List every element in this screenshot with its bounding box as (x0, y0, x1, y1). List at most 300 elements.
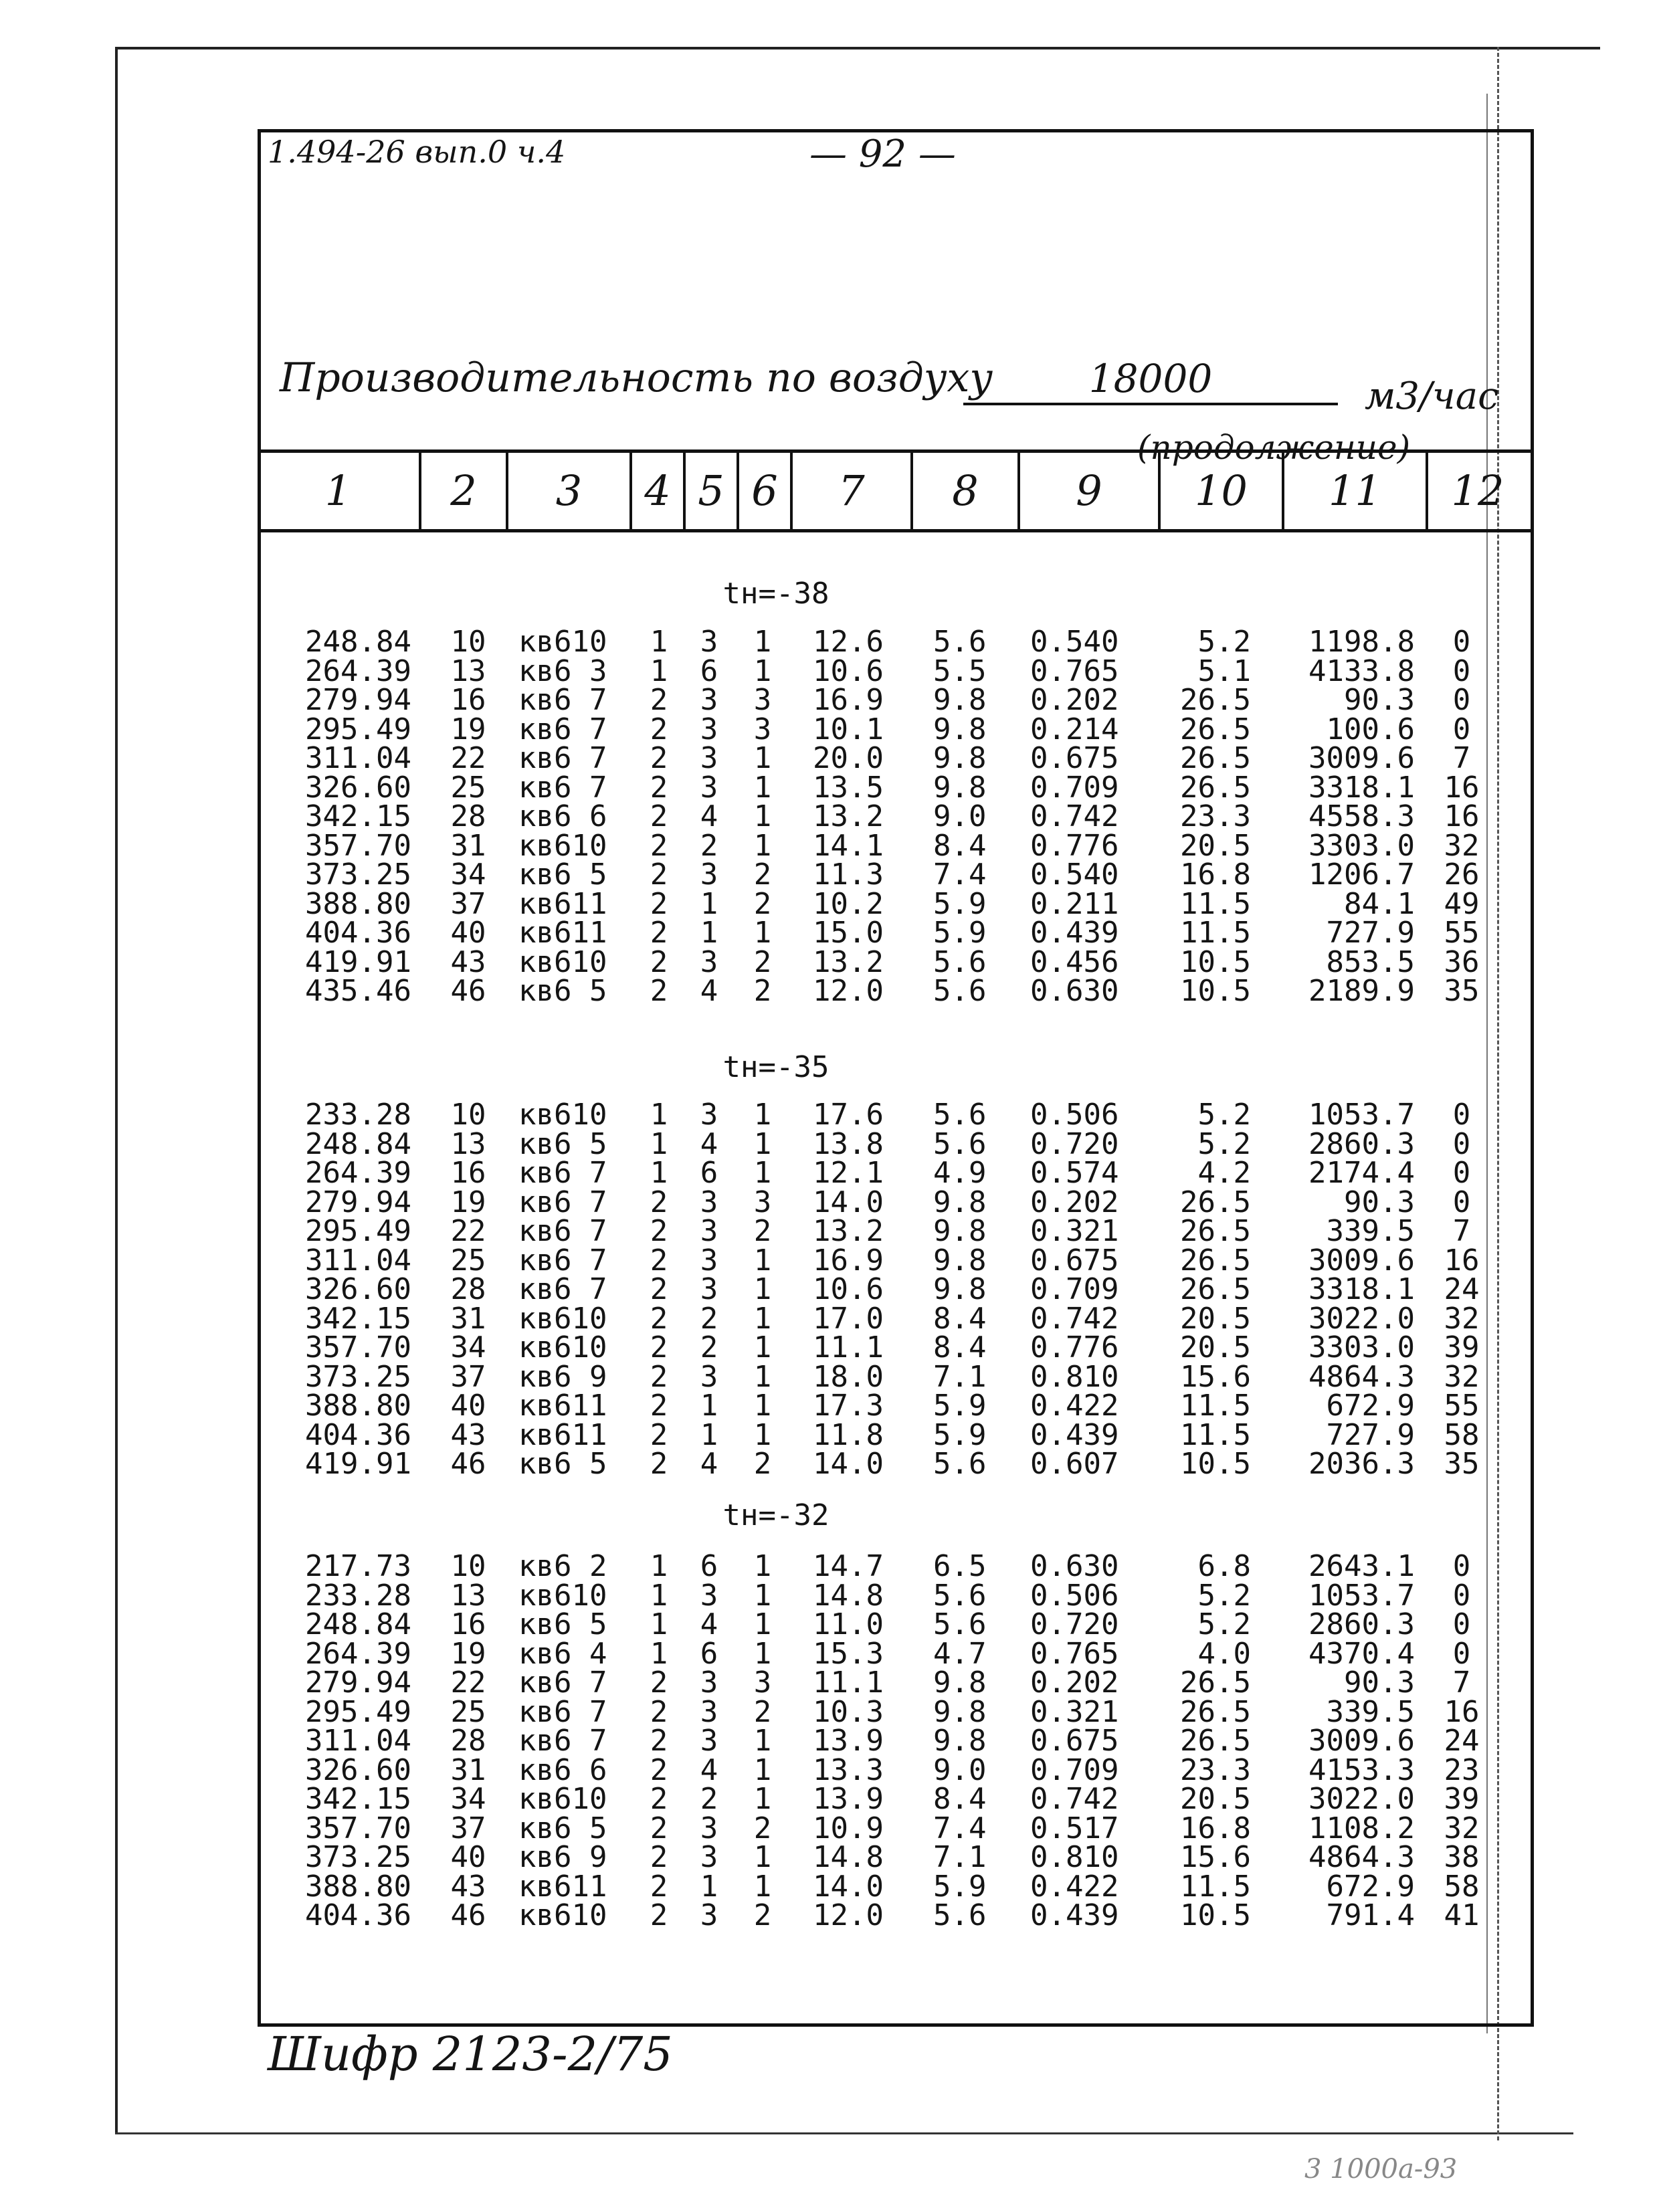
table-cell-col-11: 3318.1 (1308, 1272, 1415, 1306)
table-cell-col-10: 6.8 (1197, 1549, 1251, 1583)
table-row (0, 1243, 1659, 1278)
table-cell-col-7: 10.3 (813, 1694, 884, 1729)
table-cell-col-12: 23 (1444, 1752, 1480, 1787)
table-cell-col-12: 0 (1452, 1156, 1471, 1190)
table-cell-col-10: 20.5 (1180, 1301, 1251, 1336)
table-cell-col-10: 26.5 (1180, 770, 1251, 805)
table-cell-col-2: 19 (450, 712, 486, 746)
table-cell-col-8: 5.6 (933, 974, 987, 1008)
table-cell-col-3: кв6 6 (518, 799, 607, 833)
table-cell-col-7: 16.9 (813, 1243, 884, 1278)
table-cell-col-12: 0 (1452, 1607, 1471, 1641)
table-cell-col-2: 37 (450, 1359, 486, 1394)
table-cell-col-12: 0 (1452, 1578, 1471, 1613)
air-flow-value: 18000 (963, 356, 1338, 405)
table-cell-col-10: 10.5 (1180, 944, 1251, 979)
table-cell-col-10: 4.0 (1197, 1636, 1251, 1671)
table-cell-col-9: 0.742 (1030, 799, 1119, 833)
table-cell-col-10: 20.5 (1180, 1330, 1251, 1365)
table-cell-col-7: 13.8 (813, 1126, 884, 1161)
table-cell-col-7: 11.1 (813, 1666, 884, 1700)
table-cell-col-3: кв6 7 (518, 1272, 607, 1306)
table-cell-col-10: 26.5 (1180, 712, 1251, 746)
table-cell-col-2: 22 (450, 1666, 486, 1700)
table-cell-col-6: 1 (753, 1840, 772, 1874)
table-cell-col-10: 10.5 (1180, 1898, 1251, 1932)
table-cell-col-6: 1 (753, 1752, 772, 1787)
table-cell-col-12: 32 (1444, 1359, 1480, 1394)
table-cell-col-7: 14.0 (813, 1447, 884, 1481)
table-cell-col-12: 39 (1444, 1782, 1480, 1816)
table-row (0, 1214, 1659, 1248)
column-header: 9 (1020, 453, 1161, 529)
table-cell-col-5: 2 (700, 1330, 718, 1365)
table-cell-col-8: 8.4 (933, 828, 987, 863)
table-cell-col-2: 40 (450, 1389, 486, 1423)
table-row (0, 1811, 1659, 1845)
table-cell-col-8: 5.6 (933, 944, 987, 979)
table-cell-col-2: 40 (450, 1840, 486, 1874)
table-cell-col-8: 5.9 (933, 1417, 987, 1452)
table-cell-col-3: кв610 (518, 1898, 607, 1932)
table-cell-col-7: 14.8 (813, 1578, 884, 1613)
table-cell-col-7: 11.1 (813, 1330, 884, 1365)
table-cell-col-11: 4153.3 (1308, 1752, 1415, 1787)
table-cell-col-7: 14.7 (813, 1549, 884, 1583)
column-header: 10 (1161, 453, 1284, 529)
table-row (0, 1607, 1659, 1641)
table-cell-col-2: 25 (450, 1243, 486, 1278)
table-cell-col-9: 0.630 (1030, 1549, 1119, 1583)
table-cell-col-1: 264.39 (305, 653, 411, 688)
table-cell-col-9: 0.776 (1030, 828, 1119, 863)
table-cell-col-11: 2174.4 (1308, 1156, 1415, 1190)
table-cell-col-10: 11.5 (1180, 886, 1251, 921)
table-cell-col-9: 0.630 (1030, 974, 1119, 1008)
table-cell-col-11: 2036.3 (1308, 1447, 1415, 1481)
table-cell-col-5: 2 (700, 828, 718, 863)
table-cell-col-10: 5.2 (1197, 625, 1251, 659)
table-cell-col-5: 3 (700, 1272, 718, 1306)
table-cell-col-8: 9.8 (933, 683, 987, 717)
column-header: 5 (686, 453, 739, 529)
table-cell-col-6: 1 (753, 916, 772, 950)
table-cell-col-9: 0.540 (1030, 625, 1119, 659)
table-cell-col-10: 16.8 (1180, 858, 1251, 892)
table-cell-col-7: 10.9 (813, 1811, 884, 1845)
table-cell-col-12: 0 (1452, 712, 1471, 746)
table-cell-col-11: 727.9 (1326, 916, 1415, 950)
table-cell-col-10: 5.2 (1197, 1607, 1251, 1641)
table-cell-col-12: 7 (1452, 741, 1471, 775)
table-cell-col-9: 0.675 (1030, 1724, 1119, 1758)
table-cell-col-12: 26 (1444, 858, 1480, 892)
table-cell-col-11: 2189.9 (1308, 974, 1415, 1008)
column-header: 7 (793, 453, 913, 529)
table-cell-col-7: 17.0 (813, 1301, 884, 1336)
table-row (0, 1272, 1659, 1306)
table-cell-col-6: 1 (753, 1724, 772, 1758)
table-cell-col-2: 22 (450, 741, 486, 775)
table-cell-col-11: 1053.7 (1308, 1098, 1415, 1132)
table-cell-col-3: кв611 (518, 1417, 607, 1452)
table-cell-col-9: 0.456 (1030, 944, 1119, 979)
table-cell-col-3: кв6 7 (518, 1724, 607, 1758)
table-cell-col-2: 46 (450, 1447, 486, 1481)
table-cell-col-7: 12.0 (813, 974, 884, 1008)
table-cell-col-5: 3 (700, 1185, 718, 1219)
table-cell-col-11: 4133.8 (1308, 653, 1415, 688)
table-cell-col-1: 357.70 (305, 1330, 411, 1365)
table-cell-col-12: 0 (1452, 1636, 1471, 1671)
table-cell-col-3: кв6 5 (518, 1607, 607, 1641)
table-row (0, 1840, 1659, 1874)
table-cell-col-12: 32 (1444, 828, 1480, 863)
table-cell-col-10: 23.3 (1180, 1752, 1251, 1787)
table-row (0, 712, 1659, 746)
table-cell-col-7: 13.3 (813, 1752, 884, 1787)
table-cell-col-4: 2 (650, 1214, 668, 1248)
table-cell-col-12: 0 (1452, 1185, 1471, 1219)
table-row (0, 886, 1659, 921)
table-cell-col-1: 404.36 (305, 916, 411, 950)
table-cell-col-7: 12.0 (813, 1898, 884, 1932)
table-cell-col-8: 8.4 (933, 1782, 987, 1816)
table-cell-col-5: 3 (700, 1724, 718, 1758)
table-cell-col-6: 3 (753, 712, 772, 746)
table-cell-col-9: 0.506 (1030, 1098, 1119, 1132)
table-cell-col-2: 40 (450, 916, 486, 950)
table-cell-col-10: 11.5 (1180, 1417, 1251, 1452)
table-cell-col-5: 6 (700, 1549, 718, 1583)
table-cell-col-6: 3 (753, 683, 772, 717)
table-cell-col-6: 1 (753, 1578, 772, 1613)
table-cell-col-1: 248.84 (305, 1607, 411, 1641)
table-row (0, 683, 1659, 717)
table-cell-col-8: 9.8 (933, 1185, 987, 1219)
table-cell-col-3: кв6 7 (518, 1243, 607, 1278)
table-cell-col-9: 0.720 (1030, 1126, 1119, 1161)
table-cell-col-4: 2 (650, 886, 668, 921)
table-cell-col-1: 342.15 (305, 1301, 411, 1336)
table-cell-col-7: 14.0 (813, 1185, 884, 1219)
table-cell-col-8: 9.8 (933, 1724, 987, 1758)
table-cell-col-3: кв6 3 (518, 653, 607, 688)
table-cell-col-4: 2 (650, 1840, 668, 1874)
column-header: 3 (508, 453, 632, 529)
table-cell-col-6: 2 (753, 886, 772, 921)
table-row (0, 1449, 1659, 1479)
table-cell-col-1: 279.94 (305, 1666, 411, 1700)
table-cell-col-6: 1 (753, 1098, 772, 1132)
table-cell-col-5: 3 (700, 1840, 718, 1874)
table-cell-col-10: 23.3 (1180, 799, 1251, 833)
table-cell-col-7: 10.1 (813, 712, 884, 746)
table-cell-col-4: 2 (650, 1417, 668, 1452)
table-row (0, 1694, 1659, 1729)
table-cell-col-10: 20.5 (1180, 1782, 1251, 1816)
table-cell-col-4: 2 (650, 1666, 668, 1700)
table-cell-col-2: 28 (450, 1272, 486, 1306)
table-cell-col-7: 12.6 (813, 625, 884, 659)
table-cell-col-7: 10.6 (813, 653, 884, 688)
table-cell-col-5: 3 (700, 712, 718, 746)
table-cell-col-3: кв6 5 (518, 1126, 607, 1161)
table-cell-col-6: 1 (753, 1243, 772, 1278)
table-cell-col-4: 2 (650, 828, 668, 863)
table-cell-col-9: 0.765 (1030, 1636, 1119, 1671)
table-cell-col-10: 5.2 (1197, 1098, 1251, 1132)
table-cell-col-10: 26.5 (1180, 683, 1251, 717)
table-cell-col-1: 373.25 (305, 1359, 411, 1394)
table-cell-col-1: 248.84 (305, 1126, 411, 1161)
table-row (0, 1359, 1659, 1394)
table-cell-col-11: 3009.6 (1308, 1724, 1415, 1758)
table-cell-col-2: 13 (450, 653, 486, 688)
table-cell-col-11: 339.5 (1326, 1694, 1415, 1729)
table-cell-col-10: 26.5 (1180, 1724, 1251, 1758)
table-cell-col-1: 357.70 (305, 1811, 411, 1845)
table-cell-col-8: 9.0 (933, 799, 987, 833)
table-cell-col-4: 2 (650, 1389, 668, 1423)
table-cell-col-3: кв611 (518, 1389, 607, 1423)
table-cell-col-9: 0.810 (1030, 1840, 1119, 1874)
table-cell-col-6: 1 (753, 1869, 772, 1904)
table-cell-col-12: 16 (1444, 799, 1480, 833)
table-cell-col-3: кв6 7 (518, 1694, 607, 1729)
table-cell-col-1: 404.36 (305, 1898, 411, 1932)
table-cell-col-2: 13 (450, 1578, 486, 1613)
table-cell-col-6: 2 (753, 944, 772, 979)
table-cell-col-1: 357.70 (305, 828, 411, 863)
table-cell-col-11: 4864.3 (1308, 1359, 1415, 1394)
table-cell-col-11: 3303.0 (1308, 1330, 1415, 1365)
table-cell-col-1: 264.39 (305, 1636, 411, 1671)
table-cell-col-9: 0.709 (1030, 1272, 1119, 1306)
table-cell-col-12: 16 (1444, 770, 1480, 805)
table-cell-col-3: кв610 (518, 625, 607, 659)
table-cell-col-5: 3 (700, 1666, 718, 1700)
table-cell-col-10: 11.5 (1180, 1869, 1251, 1904)
table-cell-col-2: 31 (450, 828, 486, 863)
section-title: tн=-38 (722, 577, 830, 611)
table-cell-col-6: 2 (753, 1694, 772, 1729)
table-cell-col-2: 34 (450, 1782, 486, 1816)
table-cell-col-4: 2 (650, 1272, 668, 1306)
table-row (0, 1752, 1659, 1787)
table-cell-col-12: 41 (1444, 1898, 1480, 1932)
table-cell-col-12: 0 (1452, 1098, 1471, 1132)
table-row (0, 1391, 1659, 1421)
table-cell-col-4: 2 (650, 1447, 668, 1481)
table-cell-col-6: 1 (753, 653, 772, 688)
table-cell-col-4: 2 (650, 974, 668, 1008)
table-cell-col-4: 1 (650, 1098, 668, 1132)
table-cell-col-5: 6 (700, 1636, 718, 1671)
cipher-label: Шифр 2123-2/75 (268, 2027, 673, 2082)
section-title: tн=-32 (722, 1498, 830, 1532)
table-cell-col-9: 0.607 (1030, 1447, 1119, 1481)
table-cell-col-7: 11.3 (813, 858, 884, 892)
table-cell-col-3: кв610 (518, 1098, 607, 1132)
table-cell-col-6: 1 (753, 1126, 772, 1161)
table-row (0, 1782, 1659, 1816)
table-cell-col-5: 3 (700, 1694, 718, 1729)
table-cell-col-6: 2 (753, 858, 772, 892)
table-cell-col-1: 233.28 (305, 1098, 411, 1132)
table-cell-col-1: 326.60 (305, 1272, 411, 1306)
table-cell-col-3: кв6 9 (518, 1840, 607, 1874)
table-cell-col-10: 5.2 (1197, 1126, 1251, 1161)
table-cell-col-8: 9.8 (933, 1272, 987, 1306)
table-cell-col-11: 84.1 (1344, 886, 1415, 921)
table-cell-col-2: 10 (450, 1549, 486, 1583)
table-cell-col-5: 3 (700, 944, 718, 979)
table-cell-col-3: кв610 (518, 1578, 607, 1613)
table-row (0, 1636, 1659, 1671)
table-cell-col-12: 16 (1444, 1694, 1480, 1729)
table-cell-col-4: 2 (650, 1811, 668, 1845)
table-cell-col-6: 1 (753, 1607, 772, 1641)
table-row (0, 918, 1659, 948)
table-row (0, 1898, 1659, 1932)
table-cell-col-3: кв611 (518, 916, 607, 950)
table-cell-col-6: 1 (753, 828, 772, 863)
table-cell-col-1: 311.04 (305, 1243, 411, 1278)
table-cell-col-8: 7.1 (933, 1840, 987, 1874)
table-cell-col-4: 2 (650, 858, 668, 892)
table-cell-col-4: 2 (650, 1359, 668, 1394)
table-cell-col-12: 24 (1444, 1272, 1480, 1306)
table-cell-col-4: 2 (650, 1694, 668, 1729)
table-cell-col-10: 26.5 (1180, 1694, 1251, 1729)
table-cell-col-4: 2 (650, 1301, 668, 1336)
table-cell-col-9: 0.211 (1030, 886, 1119, 921)
table-cell-col-9: 0.422 (1030, 1869, 1119, 1904)
table-cell-col-8: 9.8 (933, 1666, 987, 1700)
table-cell-col-7: 10.6 (813, 1272, 884, 1306)
table-cell-col-1: 388.80 (305, 1869, 411, 1904)
table-cell-col-1: 326.60 (305, 1752, 411, 1787)
table-cell-col-11: 791.4 (1326, 1898, 1415, 1932)
table-cell-col-11: 1198.8 (1308, 625, 1415, 659)
table-cell-col-6: 1 (753, 1782, 772, 1816)
table-cell-col-7: 13.5 (813, 770, 884, 805)
table-cell-col-7: 18.0 (813, 1359, 884, 1394)
table-cell-col-5: 4 (700, 1607, 718, 1641)
table-cell-col-8: 5.6 (933, 1898, 987, 1932)
stamp-text: 3 1000а-93 (1304, 2154, 1458, 2185)
table-cell-col-8: 9.8 (933, 1694, 987, 1729)
table-cell-col-11: 4864.3 (1308, 1840, 1415, 1874)
table-cell-col-10: 26.5 (1180, 1185, 1251, 1219)
table-cell-col-10: 15.6 (1180, 1359, 1251, 1394)
table-cell-col-2: 16 (450, 1156, 486, 1190)
table-cell-col-9: 0.202 (1030, 683, 1119, 717)
table-cell-col-4: 2 (650, 1243, 668, 1278)
table-cell-col-9: 0.675 (1030, 741, 1119, 775)
table-cell-col-5: 2 (700, 1301, 718, 1336)
table-cell-col-5: 1 (700, 886, 718, 921)
table-cell-col-2: 25 (450, 1694, 486, 1729)
table-cell-col-11: 3022.0 (1308, 1782, 1415, 1816)
table-cell-col-4: 2 (650, 712, 668, 746)
table-cell-col-12: 35 (1444, 974, 1480, 1008)
table-cell-col-8: 5.6 (933, 625, 987, 659)
table-cell-col-9: 0.202 (1030, 1666, 1119, 1700)
table-cell-col-8: 5.6 (933, 1098, 987, 1132)
table-cell-col-5: 3 (700, 1898, 718, 1932)
table-cell-col-11: 3303.0 (1308, 828, 1415, 863)
table-cell-col-8: 5.9 (933, 916, 987, 950)
table-cell-col-4: 2 (650, 916, 668, 950)
table-cell-col-12: 55 (1444, 1389, 1480, 1423)
table-cell-col-5: 3 (700, 1811, 718, 1845)
table-cell-col-11: 672.9 (1326, 1389, 1415, 1423)
table-cell-col-2: 34 (450, 1330, 486, 1365)
table-cell-col-9: 0.776 (1030, 1330, 1119, 1365)
table-cell-col-2: 43 (450, 1417, 486, 1452)
table-cell-col-4: 1 (650, 625, 668, 659)
column-header: 4 (632, 453, 686, 529)
table-cell-col-8: 5.9 (933, 886, 987, 921)
table-cell-col-8: 9.8 (933, 741, 987, 775)
table-cell-col-7: 13.2 (813, 944, 884, 979)
table-row (0, 944, 1659, 979)
table-cell-col-3: кв611 (518, 886, 607, 921)
column-header: 1 (258, 453, 421, 529)
table-cell-col-9: 0.675 (1030, 1243, 1119, 1278)
table-cell-col-6: 1 (753, 1330, 772, 1365)
table-cell-col-1: 373.25 (305, 858, 411, 892)
table-cell-col-5: 3 (700, 1578, 718, 1613)
table-cell-col-3: кв6 7 (518, 1185, 607, 1219)
table-cell-col-10: 10.5 (1180, 974, 1251, 1008)
column-header: 2 (421, 453, 508, 529)
table-cell-col-1: 419.91 (305, 944, 411, 979)
table-cell-col-1: 388.80 (305, 886, 411, 921)
table-cell-col-4: 2 (650, 1898, 668, 1932)
table-cell-col-9: 0.720 (1030, 1607, 1119, 1641)
table-cell-col-10: 4.2 (1197, 1156, 1251, 1190)
table-cell-col-3: кв6 7 (518, 770, 607, 805)
table-cell-col-12: 58 (1444, 1869, 1480, 1904)
table-cell-col-5: 1 (700, 1417, 718, 1452)
table-cell-col-4: 2 (650, 1185, 668, 1219)
table-cell-col-10: 5.2 (1197, 1578, 1251, 1613)
table-cell-col-2: 37 (450, 1811, 486, 1845)
table-cell-col-3: кв6 7 (518, 741, 607, 775)
table-cell-col-1: 279.94 (305, 683, 411, 717)
table-cell-col-5: 4 (700, 1126, 718, 1161)
table-cell-col-5: 3 (700, 683, 718, 717)
table-cell-col-4: 2 (650, 741, 668, 775)
table-row (0, 974, 1659, 1008)
table-cell-col-2: 19 (450, 1636, 486, 1671)
table-cell-col-3: кв6 7 (518, 683, 607, 717)
table-row (0, 1185, 1659, 1219)
table-cell-col-1: 326.60 (305, 770, 411, 805)
table-cell-col-9: 0.810 (1030, 1359, 1119, 1394)
table-cell-col-5: 4 (700, 799, 718, 833)
table-cell-col-6: 1 (753, 625, 772, 659)
table-cell-col-1: 295.49 (305, 1694, 411, 1729)
table-cell-col-7: 16.9 (813, 683, 884, 717)
table-cell-col-1: 217.73 (305, 1549, 411, 1583)
table-cell-col-8: 8.4 (933, 1330, 987, 1365)
table-cell-col-5: 3 (700, 741, 718, 775)
table-cell-col-1: 279.94 (305, 1185, 411, 1219)
